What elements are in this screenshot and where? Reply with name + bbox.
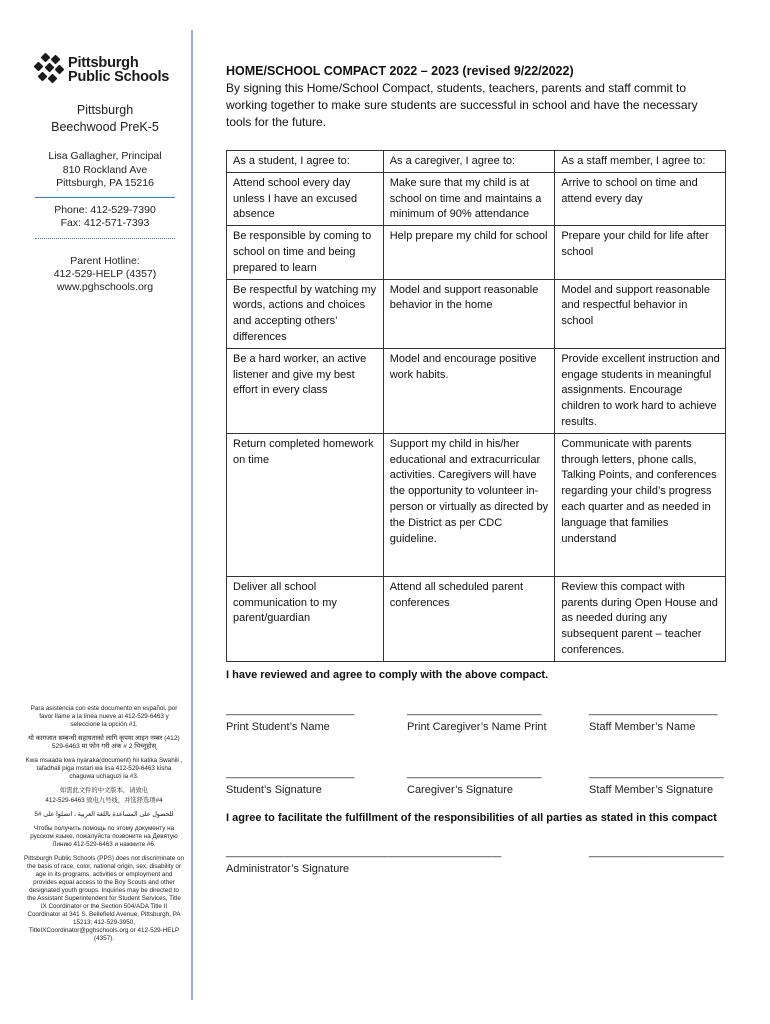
agreement-statement: I have reviewed and agree to comply with the above compact. xyxy=(226,669,549,681)
administrator-date-field[interactable]: ______________________ xyxy=(589,846,724,858)
table-row xyxy=(227,433,726,576)
sidebar xyxy=(20,50,190,294)
student-signature-label: Student’s Signature xyxy=(226,784,322,796)
compact-table xyxy=(226,150,726,662)
logo-text: Pittsburgh Public Schools xyxy=(68,55,170,85)
student-signature-field[interactable]: _____________________ Student’s Signature xyxy=(226,767,355,796)
staff-cell: Arrive to school on time and attend every day xyxy=(555,172,726,225)
nondiscrimination-notice: Pittsburgh Public Schools (PPS) does not discriminate on the basis of race, color, national origin, sex, disability or age in its programs, activities or employment and provides equal access to the Boy Scouts and other designated youth groups. Inquiries may be directed to the Assistant Superintendent for Student Services, Title IX Coordinator or the Section 504/ADA Title II Coordinator at 341 S. Bellefield Avenue, Pittsburgh, PA 15213; 412-529-3950, TitleIXCoordinator@pghschools.org or 412-529-HELP (4357). xyxy=(24,855,184,942)
table-header-row xyxy=(227,151,726,173)
contact-info xyxy=(20,204,190,230)
notice-chinese-2: 412-529-6463 致电九号线，并选择选项#4 xyxy=(45,797,163,804)
header-caregiver: As a caregiver, I agree to: xyxy=(383,151,555,173)
staff-cell: Prepare your child for life after school xyxy=(555,226,726,279)
logo-mark-icon xyxy=(34,54,64,86)
table-row xyxy=(227,348,726,433)
staff-signature-field[interactable]: ______________________ Staff Member’s Signature xyxy=(589,767,724,796)
parent-hotline: Parent Hotline: 412-529-HELP (4357) www.pghschools.org xyxy=(20,255,190,294)
caregiver-cell: Attend all scheduled parent conferences xyxy=(383,576,555,661)
staff-cell: Provide excellent instruction and engage students in meaningful assignments. Encourage children to work hard to achieve results. xyxy=(555,348,726,433)
table-row xyxy=(227,226,726,279)
notice-chinese-1: 如需此文件的中文版本，请致电 xyxy=(59,787,149,794)
print-caregiver-label: Print Caregiver’s Name Print xyxy=(407,721,547,733)
caregiver-signature-label: Caregiver’s Signature xyxy=(407,784,513,796)
divider xyxy=(35,197,175,198)
caregiver-cell: Model and support reasonable behavior in the home xyxy=(383,279,555,348)
table-row xyxy=(227,279,726,348)
student-cell: Return completed homework on time xyxy=(227,433,384,576)
staff-cell: Review this compact with parents during Open House and as needed during any subsequent parent – teacher conferences. xyxy=(555,576,726,661)
phone-number: Phone: 412-529-7390 xyxy=(54,203,156,216)
vertical-divider xyxy=(191,30,193,1000)
table-row xyxy=(227,576,726,661)
caregiver-name-field[interactable]: ______________________ Print Caregiver’s Name Print xyxy=(407,704,547,733)
staff-cell: Model and support reasonable and respectful behavior in school xyxy=(555,279,726,348)
staff-name-label: Staff Member’s Name xyxy=(589,721,696,733)
table-row xyxy=(227,172,726,225)
website-link[interactable]: www.pghschools.org xyxy=(56,280,154,293)
caregiver-signature-field[interactable]: ______________________ Caregiver’s Signature xyxy=(407,767,542,796)
student-cell: Be respectful by watching my words, actions and choices and accepting others’ differences xyxy=(227,279,384,348)
notice-spanish: Para asistencia con este documento en español, por favor llame a la línea nueve al 412-529-6463 y seleccione la opción #1. xyxy=(30,705,178,728)
caregiver-cell: Model and encourage positive work habits. xyxy=(383,348,555,433)
document-title: HOME/SCHOOL COMPACT 2022 – 2023 (revised 9/22/2022) xyxy=(226,64,574,78)
notice-arabic: للحصول على المساعدة باللغة العربية ، اتصلوا على #5 xyxy=(34,811,174,818)
notice-nepali: यो कागजात सम्बन्धी सहायताको लागि कृपया लाइन नम्बर (412) 529-6463 मा फोन गरी अंक # 2 थिच्नुहोस् xyxy=(28,735,180,750)
notice-russian: Чтобы получить помощь по этому документу на русском языке, пожалуйста позвоните на Девятую Линию 412-529-6463 и нажмите #6. xyxy=(30,825,178,848)
caregiver-cell: Help prepare my child for school xyxy=(383,226,555,279)
student-name-field[interactable]: _____________________ Print Student’s Name xyxy=(226,704,355,733)
dotted-divider xyxy=(35,238,175,239)
student-cell: Be responsible by coming to school on time and being prepared to learn xyxy=(227,226,384,279)
caregiver-cell: Make sure that my child is at school on time and maintains a minimum of 90% attendance xyxy=(383,172,555,225)
student-cell: Attend school every day unless I have an excused absence xyxy=(227,172,384,225)
intro-paragraph: By signing this Home/School Compact, students, teachers, parents and staff commit to working together to make sure students are successful in school and have the necessary tools for the future. xyxy=(226,81,698,129)
staff-name-field[interactable]: _____________________ Staff Member’s Name xyxy=(589,704,718,733)
staff-cell: Communicate with parents through letters, phone calls, Talking Points, and conferences regarding your child’s progress each quarter and as needed in language that families understand xyxy=(555,433,726,576)
document-header xyxy=(226,62,726,131)
language-notices xyxy=(24,705,184,949)
principal-name: Lisa Gallagher, Principal xyxy=(48,150,162,162)
header-staff: As a staff member, I agree to: xyxy=(555,151,726,173)
staff-signature-label: Staff Member’s Signature xyxy=(589,784,714,796)
district-logo xyxy=(34,50,190,90)
school-name: Pittsburgh Beechwood PreK-5 xyxy=(51,103,159,134)
school-address: Lisa Gallagher, Principal 810 Rockland Ave Pittsburgh, PA 15216 xyxy=(20,150,190,191)
notice-swahili: Kwa msaada kwa nyaraka(document) hii katika Swahili , tafadhali piga mstari wa lisa 412-529-6463 kisha chaguwa uchaguzi la #3. xyxy=(25,757,183,780)
student-cell: Be a hard worker, an active listener and give my best effort in every class xyxy=(227,348,384,433)
student-cell: Deliver all school communication to my parent/guardian xyxy=(227,576,384,661)
caregiver-cell: Support my child in his/her educational and extracurricular activities. Caregivers will have the opportunity to volunteer in-person or virtually as directed by the District as per CDC guideline. xyxy=(383,433,555,576)
fax-number: Fax: 412-571-7393 xyxy=(60,216,150,229)
administrator-signature-label: Administrator’s Signature xyxy=(226,863,350,875)
header-student: As a student, I agree to: xyxy=(227,151,384,173)
administrator-signature-field[interactable]: _____________________________________________ Administrator’s Signature xyxy=(226,846,502,875)
print-student-label: Print Student’s Name xyxy=(226,721,330,733)
facilitate-statement: I agree to facilitate the fulfillment of the responsibilities of all parties as stated in this compact xyxy=(226,812,717,824)
